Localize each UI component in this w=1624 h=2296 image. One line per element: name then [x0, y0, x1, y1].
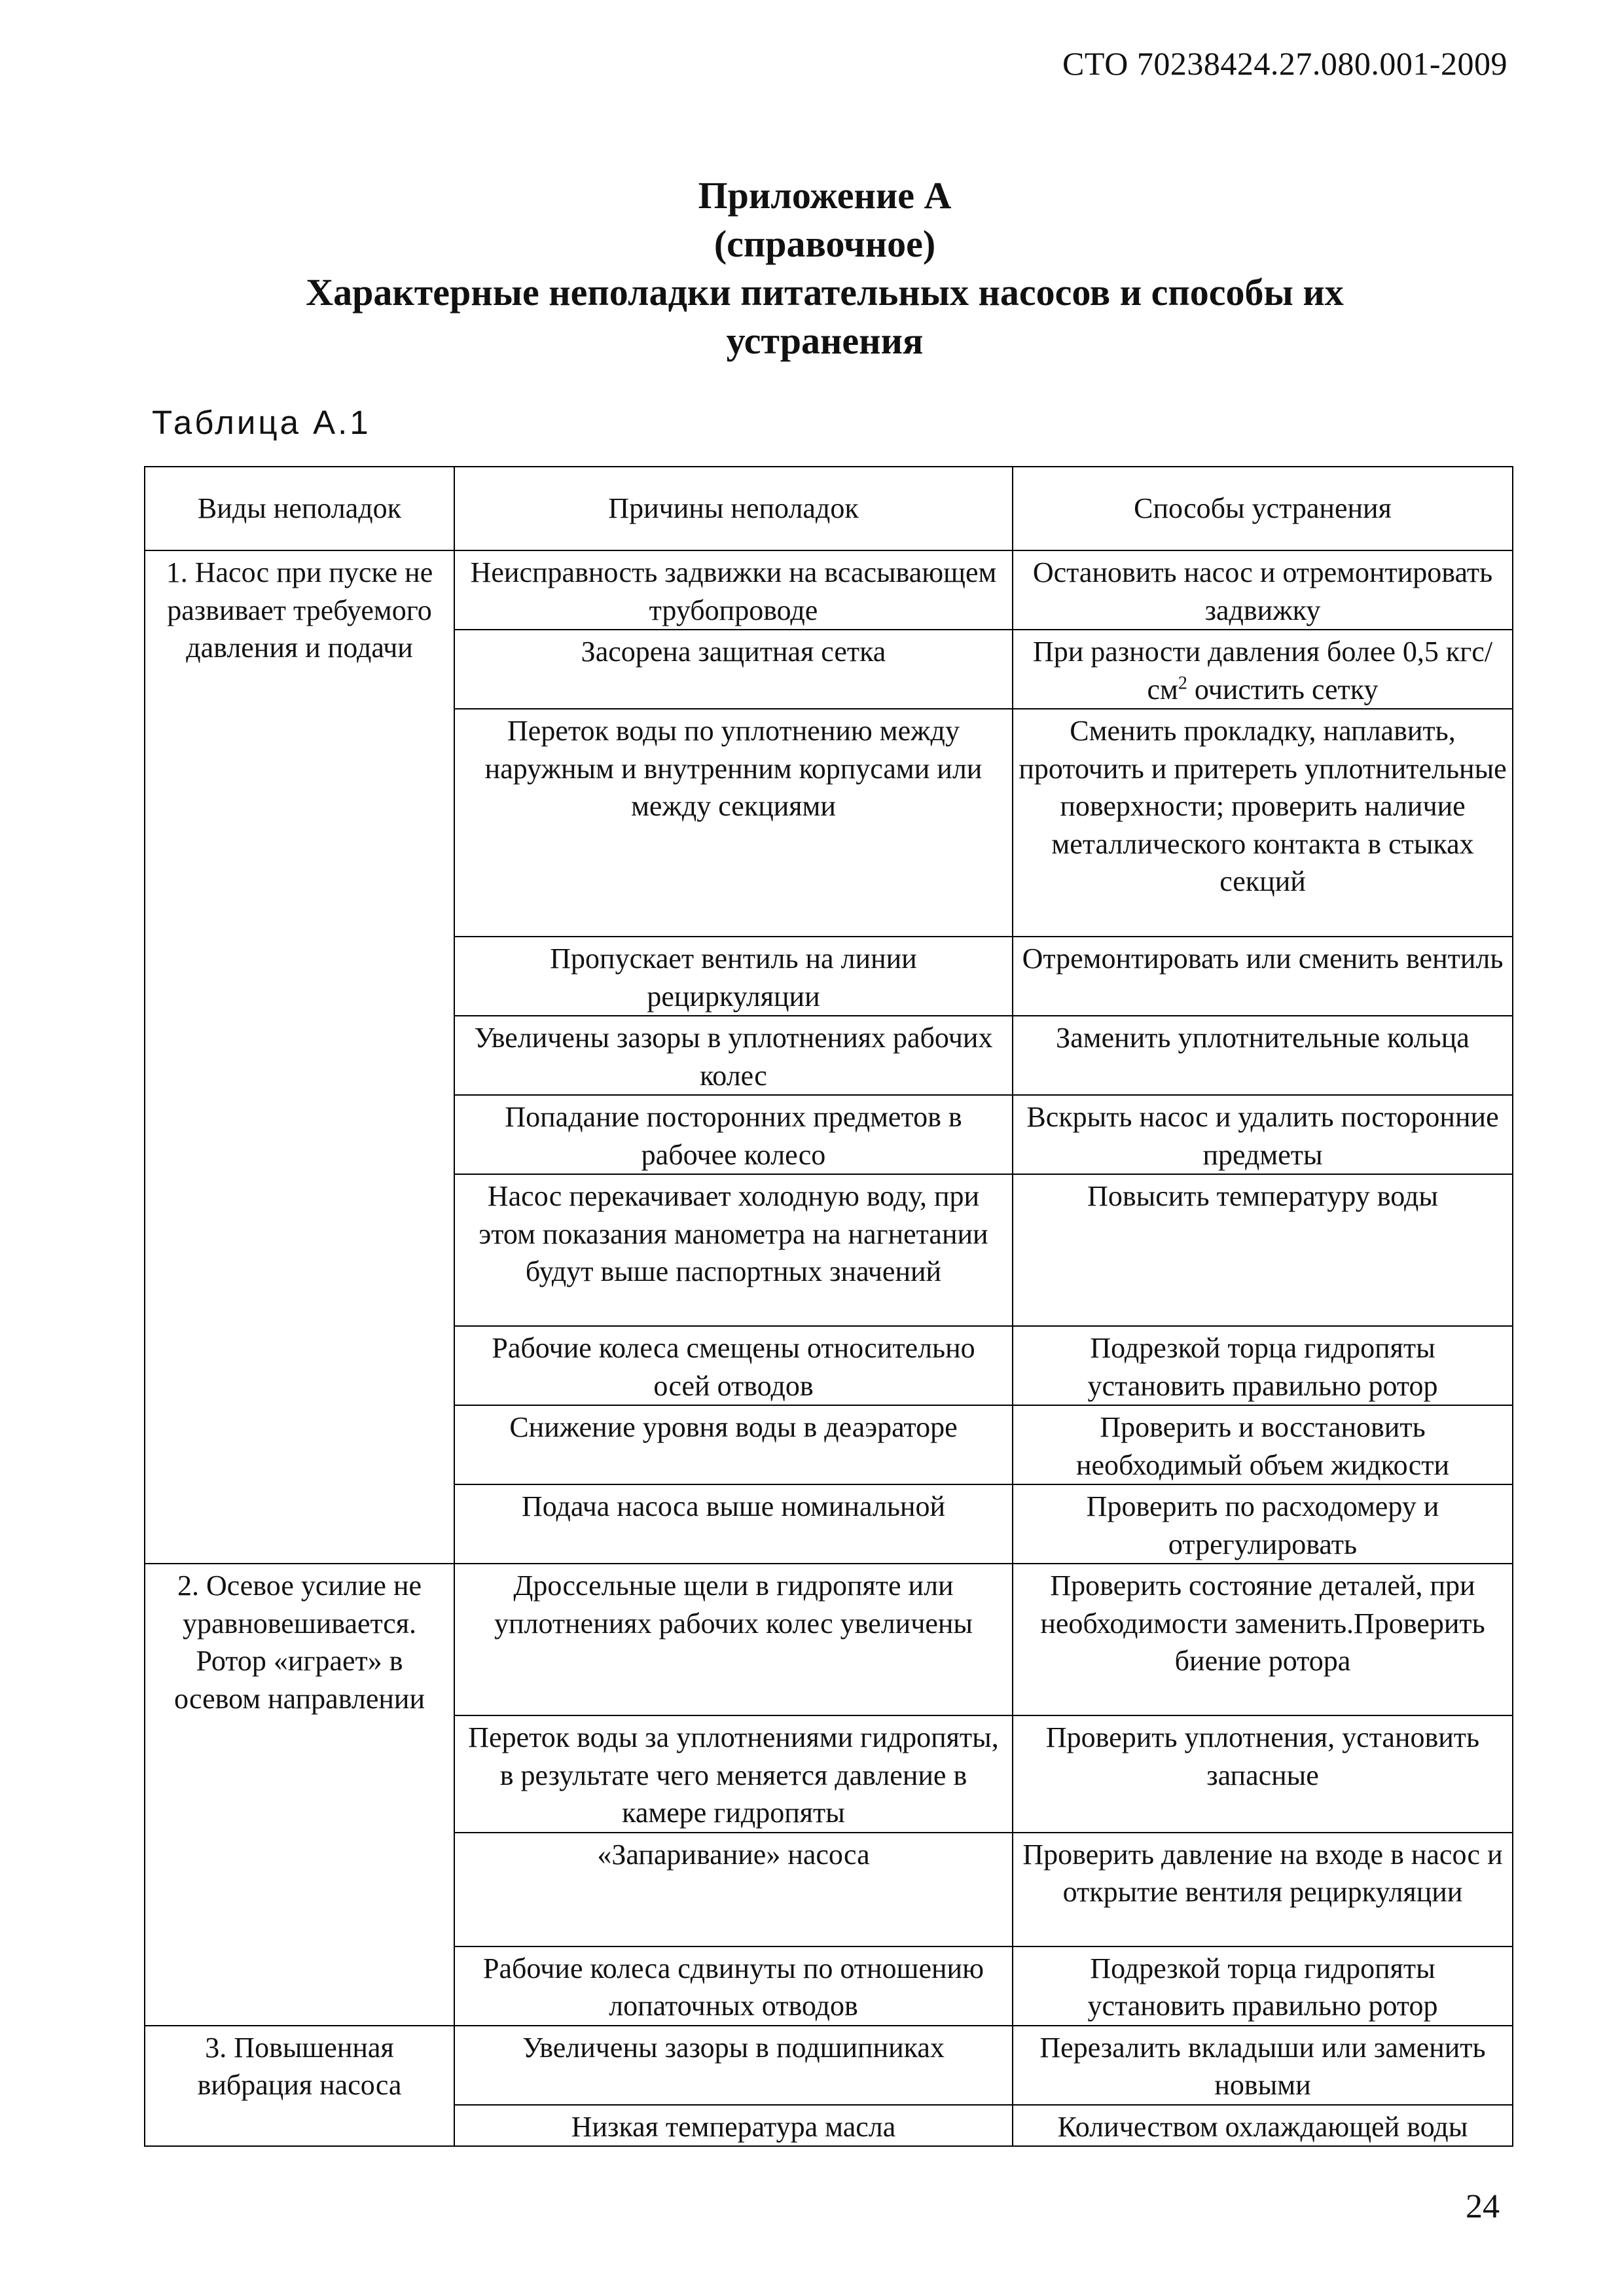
remedy-cell: Подрезкой торца гидропяты установить правильно ротор	[1013, 1946, 1513, 2026]
cause-cell: Увеличены зазоры в подшипниках	[454, 2026, 1013, 2105]
cause-cell: Дроссельные щели в гидропяте или уплотнениях рабочих колес увеличены	[454, 1564, 1013, 1715]
remedy-cell: Отремонтировать или сменить вентиль	[1013, 937, 1513, 1016]
table-row	[145, 1564, 1513, 1715]
cause-cell: Засорена защитная сетка	[454, 630, 1013, 709]
cause-cell: Переток воды по уплотнению между наружным и внутренним корпусами или между секциями	[454, 709, 1013, 937]
remedy-cell: Количеством охлаждающей воды	[1013, 2105, 1513, 2147]
table-row	[145, 550, 1513, 630]
faults-table	[144, 466, 1513, 2147]
remedy-cell: Подрезкой торца гидропяты установить правильно ротор	[1013, 1326, 1513, 1405]
cause-cell: Подача насоса выше номинальной	[454, 1484, 1013, 1564]
fault-type-cell: 1. Насос при пуске не развивает требуемого давления и подачи	[145, 550, 454, 1564]
remedy-cell: Проверить давление на входе в насос и открытие вентиля рециркуляции	[1013, 1833, 1513, 1946]
remedy-cell: Повысить температуру воды	[1013, 1174, 1513, 1326]
appendix-title-line-1: Характерные неполадки питательных насосов и способы их	[306, 271, 1344, 314]
cause-cell: Рабочие колеса сдвинуты по отношению лопаточных отводов	[454, 1946, 1013, 2026]
header-fault-types: Виды неполадок	[145, 467, 454, 550]
cause-cell: «Запаривание» насоса	[454, 1833, 1013, 1946]
cause-cell: Рабочие колеса смещены относительно осей отводов	[454, 1326, 1013, 1405]
remedy-cell: Проверить уплотнения, установить запасные	[1013, 1715, 1513, 1833]
remedy-text-tail: очистить сетку	[1187, 673, 1379, 706]
page-number: 24	[1466, 2188, 1500, 2225]
document-code: СТО 70238424.27.080.001-2009	[1062, 45, 1507, 82]
cause-cell: Низкая температура масла	[454, 2105, 1013, 2147]
cause-cell: Попадание посторонних предметов в рабочее колесо	[454, 1095, 1013, 1174]
fault-type-cell: 3. Повышенная вибрация насоса	[145, 2026, 454, 2147]
superscript: 2	[1178, 672, 1187, 693]
appendix-heading	[131, 171, 1519, 365]
cause-cell: Снижение уровня воды в деаэраторе	[454, 1405, 1013, 1484]
remedy-cell: Проверить и восстановить необходимый объем жидкости	[1013, 1405, 1513, 1484]
remedy-cell: Проверить состояние деталей, при необходимости заменить.Проверить биение ротора	[1013, 1564, 1513, 1715]
remedy-cell: Заменить уплотнительные кольца	[1013, 1016, 1513, 1095]
fault-type-cell: 2. Осевое усилие не уравновешивается. Ротор «играет» в осевом направлении	[145, 1564, 454, 2026]
cause-cell: Переток воды за уплотнениями гидропяты, в результате чего меняется давление в камере гидропяты	[454, 1715, 1013, 1833]
table-header-row	[145, 467, 1513, 550]
table-caption: Таблица А.1	[152, 404, 371, 441]
cause-cell: Насос перекачивает холодную воду, при этом показания манометра на нагнетании будут выше паспортных значений	[454, 1174, 1013, 1326]
table-row	[145, 2026, 1513, 2105]
header-remedies: Способы устранения	[1013, 467, 1513, 550]
remedy-cell: Остановить насос и отремонтировать задвижку	[1013, 550, 1513, 630]
remedy-cell: Перезалить вкладыши или заменить новыми	[1013, 2026, 1513, 2105]
remedy-text: При разности давления более 0,5 кгс/см	[1032, 636, 1493, 706]
header-causes: Причины неполадок	[454, 467, 1013, 550]
remedy-cell	[1013, 630, 1513, 709]
cause-cell: Пропускает вентиль на линии рециркуляции	[454, 937, 1013, 1016]
appendix-title-line-2: устранения	[726, 319, 924, 362]
cause-cell: Неисправность задвижки на всасывающем трубопроводе	[454, 550, 1013, 630]
remedy-cell: Проверить по расходомеру и отрегулировать	[1013, 1484, 1513, 1564]
appendix-label: Приложение А	[698, 174, 952, 217]
remedy-cell: Вскрыть насос и удалить посторонние предметы	[1013, 1095, 1513, 1174]
cause-cell: Увеличены зазоры в уплотнениях рабочих колес	[454, 1016, 1013, 1095]
remedy-cell: Сменить прокладку, наплавить, проточить и притереть уплотнительные поверхности; проверить наличие металлического контакта в стыках секций	[1013, 709, 1513, 937]
appendix-status: (справочное)	[713, 223, 936, 265]
